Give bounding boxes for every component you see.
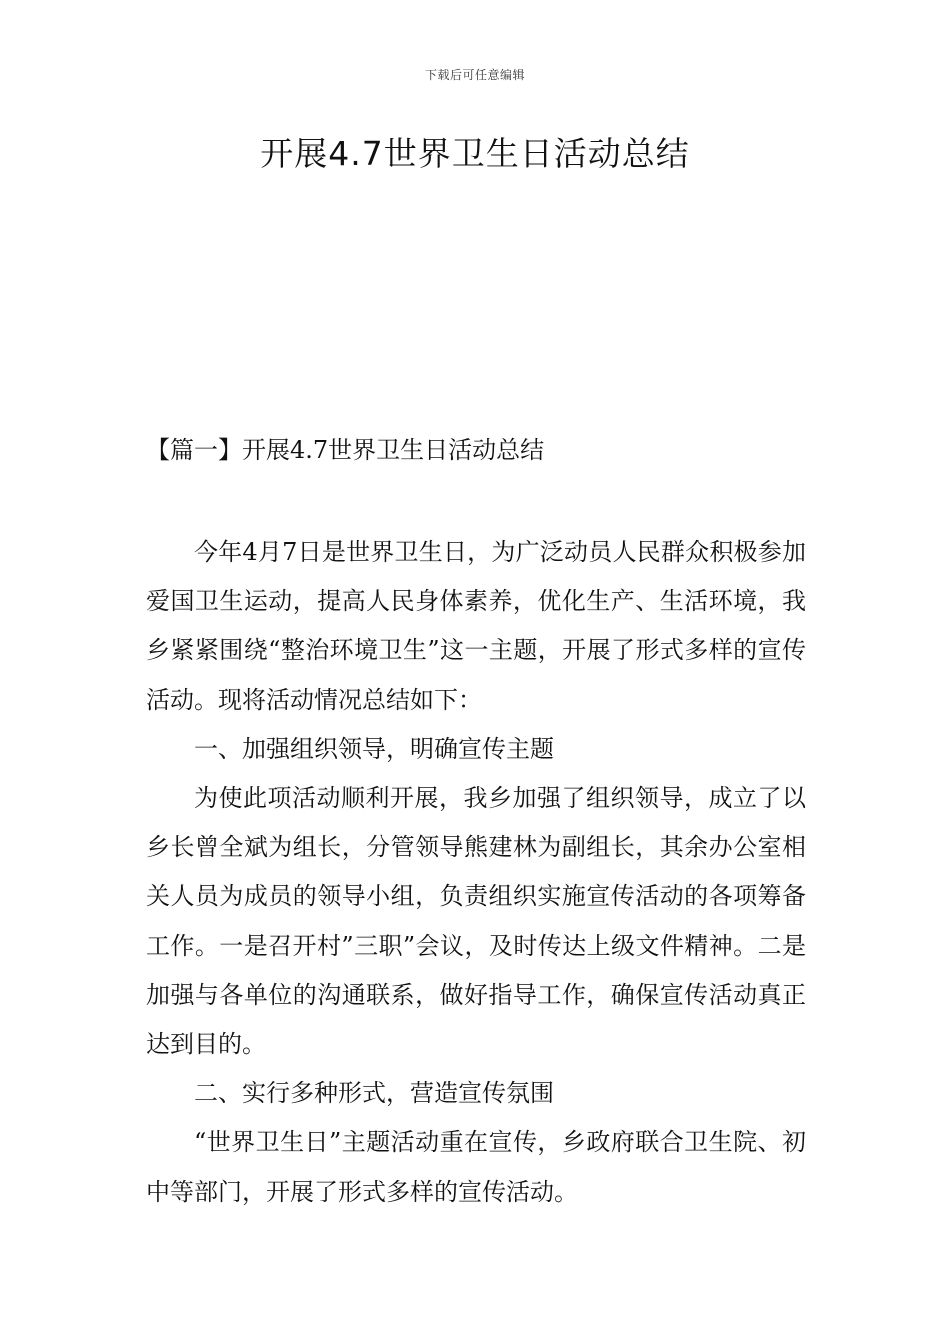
body-text	[146, 528, 806, 1217]
subheading-one: 一、加强组织领导，明确宣传主题	[194, 734, 554, 763]
subheading-two: 二、实行多种形式，营造宣传氛围	[194, 1079, 554, 1108]
section-heading: 【篇一】开展4.7世界卫生日活动总结	[146, 436, 545, 464]
paragraph-organization: 为使此项活动顺利开展，我乡加强了组织领导，成立了以乡长曾全斌为组长，分管领导熊建林为副组长，其余办公室相关人员为成员的领导小组，负责组织实施宣传活动的各项筹备工作。一是召开村”三职”会议，及时传达上级文件精神。二是加强与各单位的沟通联系，做好指导工作，确保宣传活动真正达到目的。	[146, 784, 806, 1059]
paragraph-publicity: “世界卫生日”主题活动重在宣传，乡政府联合卫生院、初中等部门，开展了形式多样的宣传活动。	[146, 1128, 806, 1206]
document-title: 开展4.7世界卫生日活动总结	[260, 134, 690, 173]
header-note: 下载后可任意编辑	[424, 68, 525, 82]
paragraph-intro: 今年4月7日是世界卫生日，为广泛动员人民群众积极参加爱国卫生运动，提高人民身体素养，优化生产、生活环境，我乡紧紧围绕“整治环境卫生”这一主题，开展了形式多样的宣传活动。现将活动情况总结如下：	[146, 538, 806, 714]
